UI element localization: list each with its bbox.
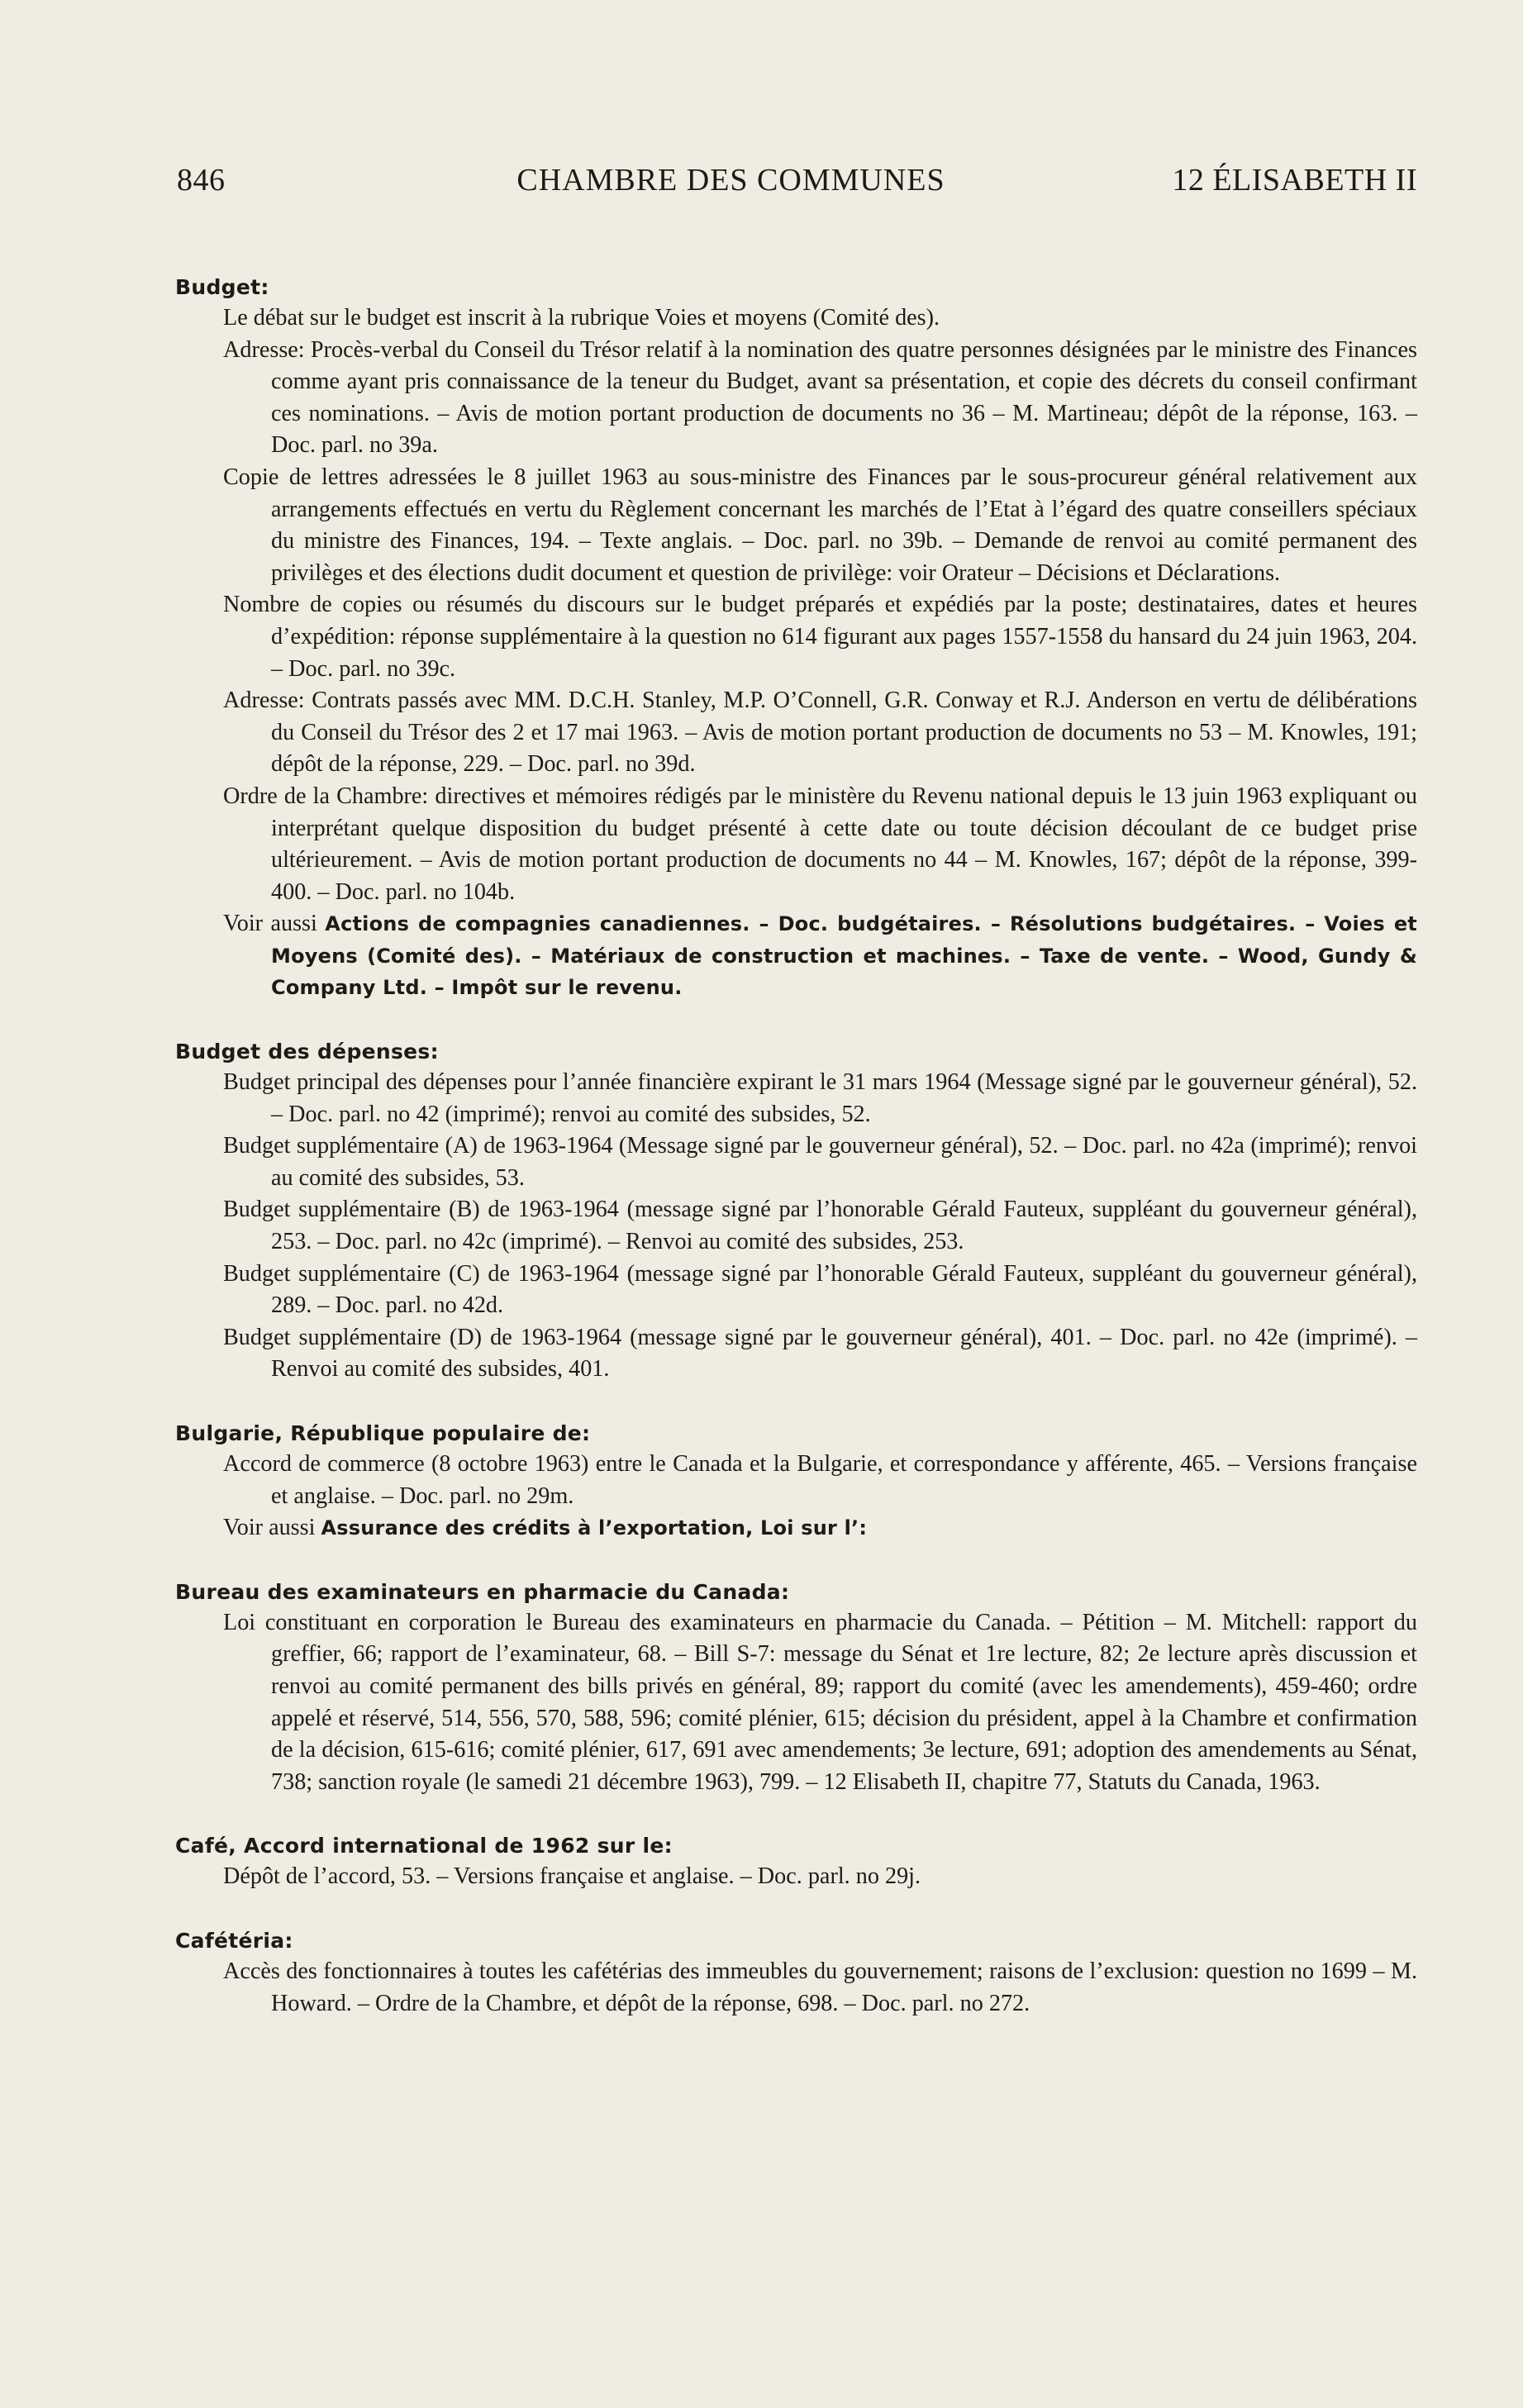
section-budget (175, 273, 1417, 1004)
index-entry: Accès des fonctionnaires à toutes les cafétérias des immeubles du gouvernement; raisons de l’exclusion: question no 1699 – M. Howard. – Ordre de la Chambre, et dépôt de la réponse, 698. – Doc. parl. no 272. (223, 1958, 1417, 2016)
index-entry: Budget supplémentaire (C) de 1963-1964 (message signé par l’honorable Gérald Fauteux, suppléant du gouverneur général), 289. – Doc. parl. no 42d. (223, 1260, 1417, 1319)
index-entry: Dépôt de l’accord, 53. – Versions française et anglaise. – Doc. parl. no 29j. (223, 1863, 921, 1890)
session-label: 12 ÉLISABETH II (1172, 163, 1417, 197)
index-entry: Adresse: Contrats passés avec MM. D.C.H. Stanley, M.P. O’Connell, G.R. Conway et R.J. Anderson en vertu de délibérations du Conseil du Trésor des 2 et 17 mai 1963. – Avis de motion portant production de documents no 53 – M. Knowles, 191; dépôt de la réponse, 229. – Doc. parl. no 39d. (223, 688, 1417, 778)
page-number: 846 (177, 163, 226, 197)
see-also-prefix: Voir aussi (223, 1515, 321, 1541)
index-entry: Budget supplémentaire (B) de 1963-1964 (message signé par l’honorable Gérald Fauteux, suppléant du gouverneur général), 253. – Doc. parl. no 42c (imprimé). – Renvoi au comité des subsides, 253. (223, 1197, 1417, 1255)
see-also-entry (223, 1512, 1417, 1544)
index-entry: Budget principal des dépenses pour l’année financière expirant le 31 mars 1964 (Message signé par le gouverneur général), 52. – Doc. parl. no 42 (imprimé); renvoi au comité des subsides, 52. (223, 1069, 1417, 1127)
index-entry: Ordre de la Chambre: directives et mémoires rédigés par le ministère du Revenu national depuis le 13 juin 1963 expliquant ou interprétant quelque disposition du budget présenté à cette date ou toute décision découlant de ce budget prise ultérieurement. – Avis de motion portant production de documents no 44 – M. Knowles, 167; dépôt de la réponse, 399-400. – Doc. parl. no 104b. (223, 783, 1417, 905)
section-budget-des-depenses (175, 1037, 1417, 1386)
section-heading: Bureau des examinateurs en pharmacie du Canada: (175, 1579, 790, 1604)
index-entry: Le débat sur le budget est inscrit à la rubrique Voies et moyens (Comité des). (223, 305, 940, 331)
see-also-prefix: Voir aussi (223, 911, 326, 937)
index-entry: Nombre de copies ou résumés du discours sur le budget préparés et expédiés par la poste; destinataires, dates et heures d’expédition: réponse supplémentaire à la question no 614 figurant aux pages 1557-1558 du hansard du 24 juin 1963, 204. – Doc. parl. no 39c. (223, 592, 1417, 682)
index-entry: Budget supplémentaire (A) de 1963-1964 (Message signé par le gouverneur général), 52. – Doc. parl. no 42a (imprimé); renvoi au comité des subsides, 53. (223, 1133, 1417, 1191)
section-cafeteria (175, 1926, 1417, 2020)
see-also-entry (223, 908, 1417, 1004)
section-heading: Cafétéria: (175, 1928, 293, 1953)
running-header (177, 162, 1417, 198)
index-content (175, 273, 1417, 2020)
section-cafe-accord (175, 1831, 1417, 1893)
index-entry: Accord de commerce (8 octobre 1963) entre le Canada et la Bulgarie, et correspondance y afférente, 465. – Versions française et anglaise. – Doc. parl. no 29m. (223, 1451, 1417, 1509)
section-heading: Budget: (175, 275, 269, 299)
section-heading: Café, Accord international de 1962 sur le: (175, 1834, 673, 1858)
index-entry: Budget supplémentaire (D) de 1963-1964 (message signé par le gouverneur général), 401. – Doc. parl. no 42e (imprimé). – Renvoi au comité des subsides, 401. (223, 1324, 1417, 1382)
index-entry: Adresse: Procès-verbal du Conseil du Trésor relatif à la nomination des quatre personnes désignées par le ministre des Finances comme ayant pris connaissance de la teneur du Budget, avant sa présentation, et copie des décrets du conseil confirmant ces nominations. – Avis de motion portant production de documents no 36 – M. Martineau; dépôt de la réponse, 163. – Doc. parl. no 39a. (223, 336, 1417, 459)
section-bureau-examinateurs (175, 1578, 1417, 1799)
section-bulgarie (175, 1419, 1417, 1544)
section-heading: Budget des dépenses: (175, 1040, 439, 1064)
index-entry: Copie de lettres adressées le 8 juillet 1963 au sous-ministre des Finances par le sous-procureur général relativement aux arrangements effectués en vertu du Règlement concernant les marchés de l’Etat à l’égard des quatre conseillers spéciaux du ministre des Finances, 194. – Texte anglais. – Doc. parl. no 39b. – Demande de renvoi au comité permanent des privilèges et des élections dudit document et question de privilège: voir Orateur – Décisions et Déclarations. (223, 464, 1417, 586)
journal-title: CHAMBRE DES COMMUNES (516, 163, 945, 197)
see-also-references: Assurance des crédits à l’exportation, Loi sur l’: (321, 1516, 868, 1540)
see-also-references: Actions de compagnies canadiennes. – Doc. budgétaires. – Résolutions budgétaires. – Voies et Moyens (Comité des). – Matériaux de construction et machines. – Taxe de vente. – Wood, Gundy & Company Ltd. – Impôt sur le revenu. (271, 912, 1417, 1000)
section-heading: Bulgarie, République populaire de: (175, 1421, 591, 1445)
index-entry: Loi constituant en corporation le Bureau des examinateurs en pharmacie du Canada. – Pétition – M. Mitchell: rapport du greffier, 66; rapport de l’examinateur, 68. – Bill S-7: message du Sénat et 1re lecture, 82; 2e lecture après discussion et renvoi au comité permanent des bills privés en général, 89; rapport du comité (avec les amendements), 459-460; ordre appelé et réservé, 514, 556, 570, 588, 596; comité plénier, 615; décision du président, appel à la Chambre et confirmation de la décision, 615-616; comité plénier, 617, 691 avec amendements; 3e lecture, 691; adoption des amendements au Sénat, 738; sanction royale (le samedi 21 décembre 1963), 799. – 12 Elisabeth II, chapitre 77, Statuts du Canada, 1963. (223, 1609, 1417, 1795)
